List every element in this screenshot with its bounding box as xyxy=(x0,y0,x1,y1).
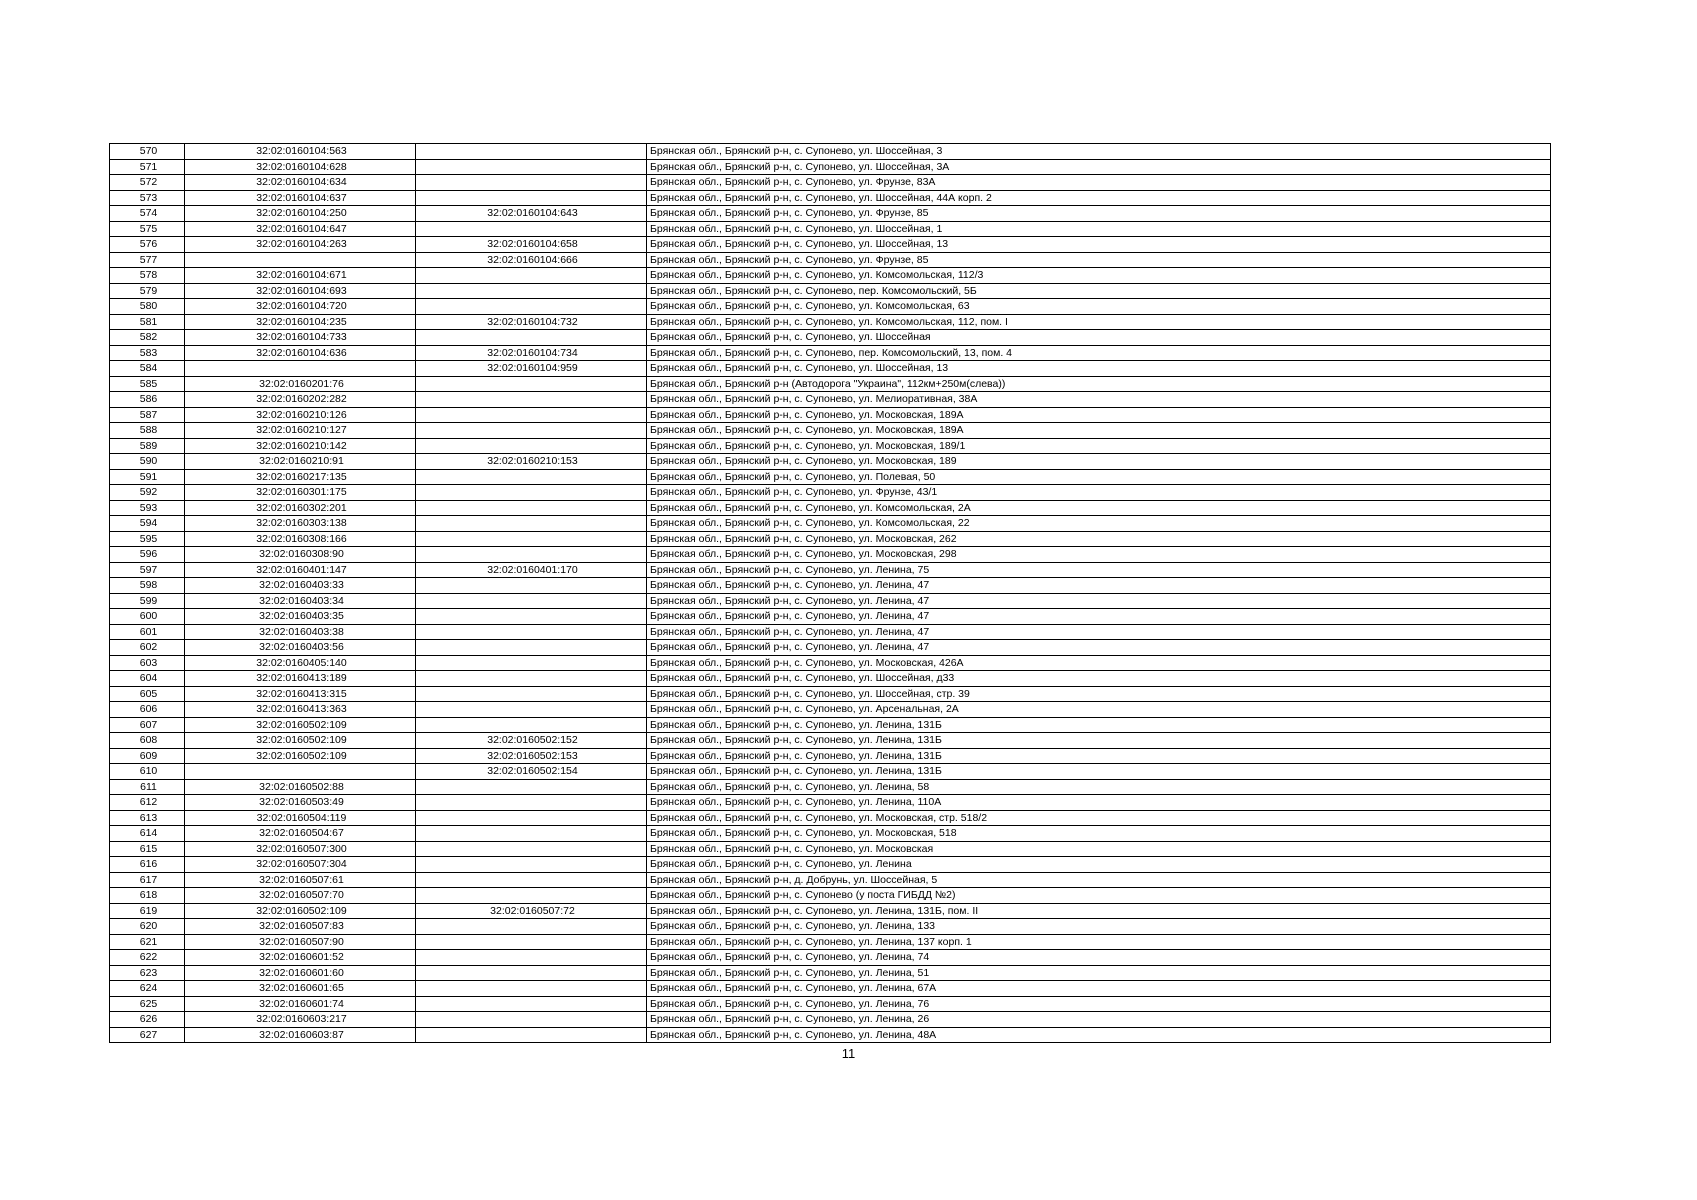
object-cadastral-number-cell xyxy=(416,795,647,811)
land-cadastral-number-cell: 32:02:0160507:61 xyxy=(185,872,416,888)
table-row xyxy=(110,345,1551,361)
address-cell: Брянская обл., Брянский р-н, с. Супонево, ул. Шоссейная xyxy=(647,330,1551,346)
land-cadastral-number-cell: 32:02:0160308:166 xyxy=(185,531,416,547)
address-cell: Брянская обл., Брянский р-н, с. Супонево, пер. Комсомольский, 5Б xyxy=(647,283,1551,299)
land-cadastral-number-cell: 32:02:0160504:67 xyxy=(185,826,416,842)
object-cadastral-number-cell xyxy=(416,857,647,873)
row-number-cell: 621 xyxy=(110,934,185,950)
row-number-cell: 574 xyxy=(110,206,185,222)
table-row xyxy=(110,965,1551,981)
land-cadastral-number-cell: 32:02:0160601:74 xyxy=(185,996,416,1012)
object-cadastral-number-cell xyxy=(416,283,647,299)
row-number-cell: 611 xyxy=(110,779,185,795)
object-cadastral-number-cell xyxy=(416,950,647,966)
address-cell: Брянская обл., Брянский р-н, с. Супонево, ул. Ленина, 58 xyxy=(647,779,1551,795)
land-cadastral-number-cell: 32:02:0160104:720 xyxy=(185,299,416,315)
address-cell: Брянская обл., Брянский р-н, с. Супонево, ул. Ленина, 47 xyxy=(647,609,1551,625)
land-cadastral-number-cell: 32:02:0160601:52 xyxy=(185,950,416,966)
land-cadastral-number-cell: 32:02:0160403:34 xyxy=(185,593,416,609)
land-cadastral-number-cell: 32:02:0160403:35 xyxy=(185,609,416,625)
object-cadastral-number-cell xyxy=(416,686,647,702)
land-cadastral-number-cell: 32:02:0160210:142 xyxy=(185,438,416,454)
row-number-cell: 573 xyxy=(110,190,185,206)
table-row xyxy=(110,531,1551,547)
address-cell: Брянская обл., Брянский р-н, с. Супонево, ул. Московская, 189А xyxy=(647,407,1551,423)
address-cell: Брянская обл., Брянский р-н, с. Супонево, ул. Ленина, 48А xyxy=(647,1027,1551,1043)
table-row xyxy=(110,454,1551,470)
land-cadastral-number-cell: 32:02:0160601:65 xyxy=(185,981,416,997)
object-cadastral-number-cell: 32:02:0160502:152 xyxy=(416,733,647,749)
object-cadastral-number-cell xyxy=(416,190,647,206)
land-cadastral-number-cell: 32:02:0160104:250 xyxy=(185,206,416,222)
table-row xyxy=(110,376,1551,392)
table-row xyxy=(110,934,1551,950)
table-row xyxy=(110,733,1551,749)
land-cadastral-number-cell: 32:02:0160503:49 xyxy=(185,795,416,811)
land-cadastral-number-cell: 32:02:0160502:109 xyxy=(185,717,416,733)
table-row xyxy=(110,872,1551,888)
table-row xyxy=(110,438,1551,454)
object-cadastral-number-cell xyxy=(416,330,647,346)
row-number-cell: 585 xyxy=(110,376,185,392)
row-number-cell: 583 xyxy=(110,345,185,361)
land-cadastral-number-cell: 32:02:0160210:126 xyxy=(185,407,416,423)
land-cadastral-number-cell: 32:02:0160507:300 xyxy=(185,841,416,857)
object-cadastral-number-cell xyxy=(416,671,647,687)
table-row xyxy=(110,562,1551,578)
address-cell: Брянская обл., Брянский р-н, д. Добрунь, ул. Шоссейная, 5 xyxy=(647,872,1551,888)
table-row xyxy=(110,314,1551,330)
row-number-cell: 606 xyxy=(110,702,185,718)
land-cadastral-number-cell: 32:02:0160405:140 xyxy=(185,655,416,671)
object-cadastral-number-cell xyxy=(416,221,647,237)
object-cadastral-number-cell xyxy=(416,841,647,857)
object-cadastral-number-cell xyxy=(416,810,647,826)
land-cadastral-number-cell: 32:02:0160201:76 xyxy=(185,376,416,392)
row-number-cell: 596 xyxy=(110,547,185,563)
row-number-cell: 614 xyxy=(110,826,185,842)
table-row xyxy=(110,206,1551,222)
row-number-cell: 587 xyxy=(110,407,185,423)
row-number-cell: 603 xyxy=(110,655,185,671)
table-row xyxy=(110,996,1551,1012)
land-cadastral-number-cell: 32:02:0160104:235 xyxy=(185,314,416,330)
object-cadastral-number-cell xyxy=(416,407,647,423)
object-cadastral-number-cell xyxy=(416,934,647,950)
land-cadastral-number-cell: 32:02:0160504:119 xyxy=(185,810,416,826)
address-cell: Брянская обл., Брянский р-н, с. Супонево, ул. Московская, 298 xyxy=(647,547,1551,563)
table-row xyxy=(110,779,1551,795)
object-cadastral-number-cell xyxy=(416,144,647,160)
row-number-cell: 589 xyxy=(110,438,185,454)
table-row xyxy=(110,299,1551,315)
land-cadastral-number-cell xyxy=(185,361,416,377)
table-row xyxy=(110,578,1551,594)
object-cadastral-number-cell xyxy=(416,779,647,795)
address-cell: Брянская обл., Брянский р-н, с. Супонево, ул. Шоссейная, 3 xyxy=(647,144,1551,160)
land-cadastral-number-cell: 32:02:0160104:647 xyxy=(185,221,416,237)
table-row xyxy=(110,593,1551,609)
table-row xyxy=(110,609,1551,625)
row-number-cell: 576 xyxy=(110,237,185,253)
address-cell: Брянская обл., Брянский р-н, с. Супонево, ул. Фрунзе, 83А xyxy=(647,175,1551,191)
land-cadastral-number-cell: 32:02:0160104:263 xyxy=(185,237,416,253)
address-cell: Брянская обл., Брянский р-н, с. Супонево, ул. Фрунзе, 85 xyxy=(647,252,1551,268)
table-row xyxy=(110,392,1551,408)
land-cadastral-number-cell: 32:02:0160507:304 xyxy=(185,857,416,873)
object-cadastral-number-cell xyxy=(416,872,647,888)
address-cell: Брянская обл., Брянский р-н, с. Супонево, ул. Московская, 189/1 xyxy=(647,438,1551,454)
table-row xyxy=(110,655,1551,671)
object-cadastral-number-cell xyxy=(416,593,647,609)
land-cadastral-number-cell: 32:02:0160302:201 xyxy=(185,500,416,516)
object-cadastral-number-cell xyxy=(416,392,647,408)
row-number-cell: 620 xyxy=(110,919,185,935)
object-cadastral-number-cell xyxy=(416,268,647,284)
land-cadastral-number-cell: 32:02:0160403:56 xyxy=(185,640,416,656)
land-cadastral-number-cell: 32:02:0160502:109 xyxy=(185,733,416,749)
table-row xyxy=(110,888,1551,904)
object-cadastral-number-cell xyxy=(416,1027,647,1043)
address-cell: Брянская обл., Брянский р-н, с. Супонево, ул. Московская, стр. 518/2 xyxy=(647,810,1551,826)
row-number-cell: 571 xyxy=(110,159,185,175)
land-cadastral-number-cell: 32:02:0160603:217 xyxy=(185,1012,416,1028)
object-cadastral-number-cell xyxy=(416,485,647,501)
row-number-cell: 619 xyxy=(110,903,185,919)
row-number-cell: 601 xyxy=(110,624,185,640)
row-number-cell: 627 xyxy=(110,1027,185,1043)
address-cell: Брянская обл., Брянский р-н, с. Супонево, ул. Арсенальная, 2А xyxy=(647,702,1551,718)
table-row xyxy=(110,469,1551,485)
table-row xyxy=(110,717,1551,733)
address-cell: Брянская обл., Брянский р-н, с. Супонево, ул. Московская, 262 xyxy=(647,531,1551,547)
row-number-cell: 626 xyxy=(110,1012,185,1028)
row-number-cell: 605 xyxy=(110,686,185,702)
row-number-cell: 584 xyxy=(110,361,185,377)
address-cell: Брянская обл., Брянский р-н, с. Супонево, ул. Ленина, 47 xyxy=(647,593,1551,609)
row-number-cell: 613 xyxy=(110,810,185,826)
row-number-cell: 617 xyxy=(110,872,185,888)
table-row xyxy=(110,500,1551,516)
row-number-cell: 594 xyxy=(110,516,185,532)
row-number-cell: 604 xyxy=(110,671,185,687)
land-cadastral-number-cell: 32:02:0160507:90 xyxy=(185,934,416,950)
land-cadastral-number-cell: 32:02:0160210:127 xyxy=(185,423,416,439)
land-cadastral-number-cell xyxy=(185,764,416,780)
land-cadastral-number-cell: 32:02:0160502:109 xyxy=(185,748,416,764)
row-number-cell: 622 xyxy=(110,950,185,966)
object-cadastral-number-cell xyxy=(416,965,647,981)
address-cell: Брянская обл., Брянский р-н, с. Супонево, ул. Ленина, 51 xyxy=(647,965,1551,981)
row-number-cell: 579 xyxy=(110,283,185,299)
object-cadastral-number-cell: 32:02:0160210:153 xyxy=(416,454,647,470)
row-number-cell: 581 xyxy=(110,314,185,330)
address-cell: Брянская обл., Брянский р-н, с. Супонево, ул. Ленина xyxy=(647,857,1551,873)
table-row xyxy=(110,841,1551,857)
land-cadastral-number-cell: 32:02:0160507:70 xyxy=(185,888,416,904)
land-cadastral-number-cell: 32:02:0160301:175 xyxy=(185,485,416,501)
address-cell: Брянская обл., Брянский р-н, с. Супонево, ул. Московская, 189 xyxy=(647,454,1551,470)
row-number-cell: 597 xyxy=(110,562,185,578)
address-cell: Брянская обл., Брянский р-н, с. Супонево, ул. Комсомольская, 63 xyxy=(647,299,1551,315)
address-cell: Брянская обл., Брянский р-н, с. Супонево, ул. Комсомольская, 112, пом. I xyxy=(647,314,1551,330)
object-cadastral-number-cell: 32:02:0160401:170 xyxy=(416,562,647,578)
land-cadastral-number-cell: 32:02:0160104:693 xyxy=(185,283,416,299)
object-cadastral-number-cell: 32:02:0160104:732 xyxy=(416,314,647,330)
object-cadastral-number-cell xyxy=(416,981,647,997)
row-number-cell: 615 xyxy=(110,841,185,857)
table-row xyxy=(110,423,1551,439)
page-number: 11 xyxy=(841,1046,856,1061)
table-row xyxy=(110,810,1551,826)
table-row xyxy=(110,919,1551,935)
row-number-cell: 582 xyxy=(110,330,185,346)
address-cell: Брянская обл., Брянский р-н, с. Супонево, ул. Комсомольская, 2А xyxy=(647,500,1551,516)
address-cell: Брянская обл., Брянский р-н, с. Супонево, ул. Ленина, 47 xyxy=(647,640,1551,656)
table-row xyxy=(110,903,1551,919)
land-cadastral-number-cell: 32:02:0160303:138 xyxy=(185,516,416,532)
address-cell: Брянская обл., Брянский р-н, с. Супонево, ул. Шоссейная, стр. 39 xyxy=(647,686,1551,702)
address-cell: Брянская обл., Брянский р-н, с. Супонево, ул. Московская, 426А xyxy=(647,655,1551,671)
address-cell: Брянская обл., Брянский р-н, с. Супонево, ул. Шоссейная, 44А корп. 2 xyxy=(647,190,1551,206)
object-cadastral-number-cell xyxy=(416,469,647,485)
object-cadastral-number-cell xyxy=(416,640,647,656)
land-cadastral-number-cell: 32:02:0160217:135 xyxy=(185,469,416,485)
row-number-cell: 578 xyxy=(110,268,185,284)
land-cadastral-number-cell: 32:02:0160502:109 xyxy=(185,903,416,919)
object-cadastral-number-cell xyxy=(416,299,647,315)
address-cell: Брянская обл., Брянский р-н, с. Супонево, ул. Московская, 189А xyxy=(647,423,1551,439)
row-number-cell: 610 xyxy=(110,764,185,780)
land-cadastral-number-cell: 32:02:0160104:636 xyxy=(185,345,416,361)
land-cadastral-number-cell xyxy=(185,252,416,268)
address-cell: Брянская обл., Брянский р-н, с. Супонево, ул. Комсомольская, 112/3 xyxy=(647,268,1551,284)
row-number-cell: 577 xyxy=(110,252,185,268)
address-cell: Брянская обл., Брянский р-н, с. Супонево, ул. Ленина, 131Б xyxy=(647,764,1551,780)
table-row xyxy=(110,485,1551,501)
address-cell: Брянская обл., Брянский р-н, с. Супонево, ул. Ленина, 26 xyxy=(647,1012,1551,1028)
address-cell: Брянская обл., Брянский р-н, с. Супонево (у поста ГИБДД №2) xyxy=(647,888,1551,904)
row-number-cell: 623 xyxy=(110,965,185,981)
address-cell: Брянская обл., Брянский р-н, с. Супонево, ул. Комсомольская, 22 xyxy=(647,516,1551,532)
address-cell: Брянская обл., Брянский р-н, с. Супонево, ул. Ленина, 133 xyxy=(647,919,1551,935)
object-cadastral-number-cell: 32:02:0160502:153 xyxy=(416,748,647,764)
object-cadastral-number-cell xyxy=(416,438,647,454)
address-cell: Брянская обл., Брянский р-н, с. Супонево, ул. Шоссейная, 1 xyxy=(647,221,1551,237)
address-cell: Брянская обл., Брянский р-н, с. Супонево, ул. Ленина, 131Б xyxy=(647,748,1551,764)
land-cadastral-number-cell: 32:02:0160507:83 xyxy=(185,919,416,935)
row-number-cell: 616 xyxy=(110,857,185,873)
address-cell: Брянская обл., Брянский р-н, с. Супонево, ул. Ленина, 131Б, пом. II xyxy=(647,903,1551,919)
object-cadastral-number-cell xyxy=(416,547,647,563)
address-cell: Брянская обл., Брянский р-н, с. Супонево, ул. Ленина, 47 xyxy=(647,624,1551,640)
row-number-cell: 625 xyxy=(110,996,185,1012)
land-cadastral-number-cell: 32:02:0160104:628 xyxy=(185,159,416,175)
address-cell: Брянская обл., Брянский р-н, с. Супонево, ул. Московская, 518 xyxy=(647,826,1551,842)
object-cadastral-number-cell xyxy=(416,423,647,439)
address-cell: Брянская обл., Брянский р-н, с. Супонево, ул. Мелиоративная, 38А xyxy=(647,392,1551,408)
table-row xyxy=(110,190,1551,206)
row-number-cell: 618 xyxy=(110,888,185,904)
address-cell: Брянская обл., Брянский р-н, с. Супонево, ул. Шоссейная, 13 xyxy=(647,237,1551,253)
row-number-cell: 599 xyxy=(110,593,185,609)
object-cadastral-number-cell xyxy=(416,376,647,392)
table-row xyxy=(110,857,1551,873)
land-cadastral-number-cell: 32:02:0160413:189 xyxy=(185,671,416,687)
table-row xyxy=(110,1027,1551,1043)
object-cadastral-number-cell xyxy=(416,888,647,904)
land-cadastral-number-cell: 32:02:0160202:282 xyxy=(185,392,416,408)
address-cell: Брянская обл., Брянский р-н, с. Супонево, ул. Полевая, 50 xyxy=(647,469,1551,485)
land-cadastral-number-cell: 32:02:0160401:147 xyxy=(185,562,416,578)
row-number-cell: 586 xyxy=(110,392,185,408)
table-row xyxy=(110,221,1551,237)
land-cadastral-number-cell: 32:02:0160104:671 xyxy=(185,268,416,284)
row-number-cell: 591 xyxy=(110,469,185,485)
address-cell: Брянская обл., Брянский р-н, с. Супонево, ул. Фрунзе, 43/1 xyxy=(647,485,1551,501)
row-number-cell: 602 xyxy=(110,640,185,656)
row-number-cell: 609 xyxy=(110,748,185,764)
object-cadastral-number-cell: 32:02:0160104:734 xyxy=(416,345,647,361)
object-cadastral-number-cell: 32:02:0160104:658 xyxy=(416,237,647,253)
object-cadastral-number-cell xyxy=(416,1012,647,1028)
table-row xyxy=(110,252,1551,268)
row-number-cell: 570 xyxy=(110,144,185,160)
address-cell: Брянская обл., Брянский р-н (Автодорога "Украина", 112км+250м(слева)) xyxy=(647,376,1551,392)
table-row xyxy=(110,702,1551,718)
row-number-cell: 607 xyxy=(110,717,185,733)
address-cell: Брянская обл., Брянский р-н, с. Супонево, ул. Ленина, 74 xyxy=(647,950,1551,966)
object-cadastral-number-cell xyxy=(416,919,647,935)
object-cadastral-number-cell: 32:02:0160104:959 xyxy=(416,361,647,377)
land-cadastral-number-cell: 32:02:0160603:87 xyxy=(185,1027,416,1043)
land-cadastral-number-cell: 32:02:0160210:91 xyxy=(185,454,416,470)
address-cell: Брянская обл., Брянский р-н, с. Супонево, ул. Шоссейная, 13 xyxy=(647,361,1551,377)
object-cadastral-number-cell xyxy=(416,826,647,842)
address-cell: Брянская обл., Брянский р-н, с. Супонево, ул. Ленина, 75 xyxy=(647,562,1551,578)
object-cadastral-number-cell: 32:02:0160104:643 xyxy=(416,206,647,222)
object-cadastral-number-cell xyxy=(416,159,647,175)
row-number-cell: 624 xyxy=(110,981,185,997)
address-cell: Брянская обл., Брянский р-н, с. Супонево, ул. Ленина, 47 xyxy=(647,578,1551,594)
object-cadastral-number-cell xyxy=(416,702,647,718)
row-number-cell: 593 xyxy=(110,500,185,516)
land-cadastral-number-cell: 32:02:0160601:60 xyxy=(185,965,416,981)
table-row xyxy=(110,795,1551,811)
address-cell: Брянская обл., Брянский р-н, с. Супонево, ул. Ленина, 131Б xyxy=(647,717,1551,733)
registry-table xyxy=(109,143,1551,1043)
row-number-cell: 600 xyxy=(110,609,185,625)
table-row xyxy=(110,268,1551,284)
row-number-cell: 598 xyxy=(110,578,185,594)
table-row xyxy=(110,144,1551,160)
table-row xyxy=(110,1012,1551,1028)
row-number-cell: 575 xyxy=(110,221,185,237)
address-cell: Брянская обл., Брянский р-н, с. Супонево, ул. Ленина, 67А xyxy=(647,981,1551,997)
object-cadastral-number-cell xyxy=(416,609,647,625)
table-row xyxy=(110,826,1551,842)
table-row xyxy=(110,686,1551,702)
address-cell: Брянская обл., Брянский р-н, с. Супонево, пер. Комсомольский, 13, пом. 4 xyxy=(647,345,1551,361)
address-cell: Брянская обл., Брянский р-н, с. Супонево, ул. Ленина, 131Б xyxy=(647,733,1551,749)
land-cadastral-number-cell: 32:02:0160308:90 xyxy=(185,547,416,563)
table-row xyxy=(110,671,1551,687)
row-number-cell: 588 xyxy=(110,423,185,439)
address-cell: Брянская обл., Брянский р-н, с. Супонево, ул. Ленина, 110А xyxy=(647,795,1551,811)
table-row xyxy=(110,407,1551,423)
address-cell: Брянская обл., Брянский р-н, с. Супонево, ул. Шоссейная, 3А xyxy=(647,159,1551,175)
object-cadastral-number-cell xyxy=(416,717,647,733)
land-cadastral-number-cell: 32:02:0160413:315 xyxy=(185,686,416,702)
table-row xyxy=(110,175,1551,191)
object-cadastral-number-cell xyxy=(416,655,647,671)
table-row xyxy=(110,330,1551,346)
object-cadastral-number-cell xyxy=(416,175,647,191)
row-number-cell: 590 xyxy=(110,454,185,470)
table-row xyxy=(110,159,1551,175)
table-row xyxy=(110,624,1551,640)
object-cadastral-number-cell xyxy=(416,531,647,547)
table-row xyxy=(110,764,1551,780)
table-row xyxy=(110,640,1551,656)
row-number-cell: 612 xyxy=(110,795,185,811)
row-number-cell: 608 xyxy=(110,733,185,749)
land-cadastral-number-cell: 32:02:0160403:33 xyxy=(185,578,416,594)
address-cell: Брянская обл., Брянский р-н, с. Супонево, ул. Ленина, 137 корп. 1 xyxy=(647,934,1551,950)
address-cell: Брянская обл., Брянский р-н, с. Супонево, ул. Московская xyxy=(647,841,1551,857)
object-cadastral-number-cell xyxy=(416,996,647,1012)
table-row xyxy=(110,547,1551,563)
land-cadastral-number-cell: 32:02:0160403:38 xyxy=(185,624,416,640)
table-row xyxy=(110,237,1551,253)
row-number-cell: 595 xyxy=(110,531,185,547)
land-cadastral-number-cell: 32:02:0160413:363 xyxy=(185,702,416,718)
table-row xyxy=(110,950,1551,966)
row-number-cell: 592 xyxy=(110,485,185,501)
object-cadastral-number-cell xyxy=(416,516,647,532)
land-cadastral-number-cell: 32:02:0160502:88 xyxy=(185,779,416,795)
object-cadastral-number-cell xyxy=(416,624,647,640)
land-cadastral-number-cell: 32:02:0160104:637 xyxy=(185,190,416,206)
address-cell: Брянская обл., Брянский р-н, с. Супонево, ул. Фрунзе, 85 xyxy=(647,206,1551,222)
row-number-cell: 580 xyxy=(110,299,185,315)
land-cadastral-number-cell: 32:02:0160104:733 xyxy=(185,330,416,346)
address-cell: Брянская обл., Брянский р-н, с. Супонево, ул. Ленина, 76 xyxy=(647,996,1551,1012)
land-cadastral-number-cell: 32:02:0160104:634 xyxy=(185,175,416,191)
table-row xyxy=(110,283,1551,299)
table-row xyxy=(110,981,1551,997)
land-cadastral-number-cell: 32:02:0160104:563 xyxy=(185,144,416,160)
table-row xyxy=(110,361,1551,377)
object-cadastral-number-cell xyxy=(416,578,647,594)
object-cadastral-number-cell: 32:02:0160502:154 xyxy=(416,764,647,780)
object-cadastral-number-cell: 32:02:0160104:666 xyxy=(416,252,647,268)
object-cadastral-number-cell xyxy=(416,500,647,516)
row-number-cell: 572 xyxy=(110,175,185,191)
table-row xyxy=(110,748,1551,764)
address-cell: Брянская обл., Брянский р-н, с. Супонево, ул. Шоссейная, д33 xyxy=(647,671,1551,687)
registry-table-body xyxy=(110,144,1551,1043)
object-cadastral-number-cell: 32:02:0160507:72 xyxy=(416,903,647,919)
table-row xyxy=(110,516,1551,532)
